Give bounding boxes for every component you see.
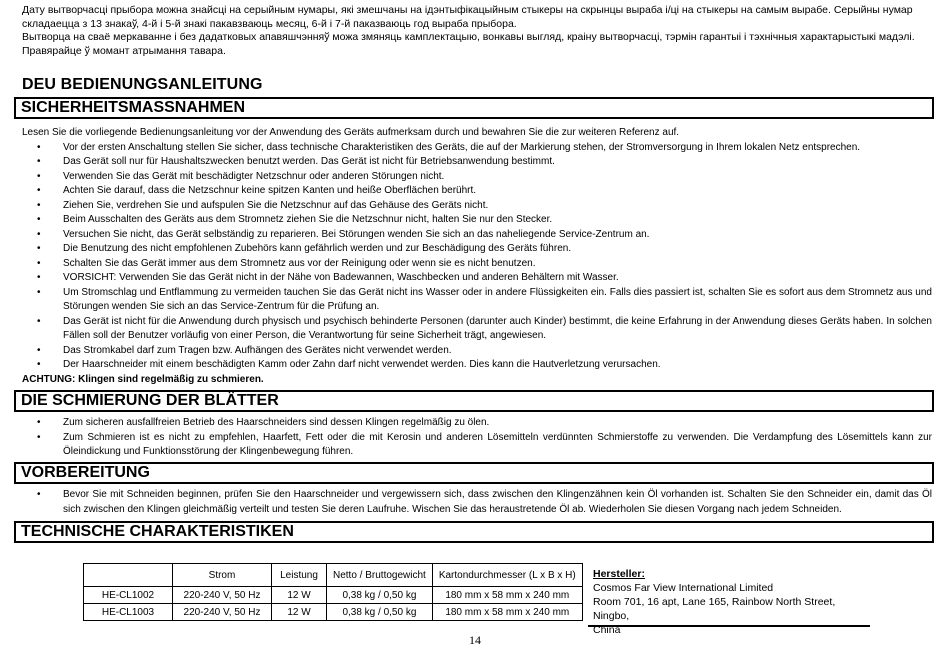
list-item: • Verwenden Sie das Gerät mit beschädigter Netzschnur oder anderen Störungen nicht.	[22, 170, 932, 185]
lubrication-list	[22, 416, 932, 460]
manufacturer-name: Cosmos Far View International Limited	[593, 582, 774, 594]
safety-lead: Lesen Sie die vorliegende Bedienungsanleitung vor der Anwendung des Geräts aufmerksam durch und bewahren Sie die zur weiteren Referenz auf.	[22, 127, 680, 138]
list-item: • Versuchen Sie nicht, das Gerät selbständig zu reparieren. Bei Störungen wenden Sie sich an das naheliegende Service-Zentrum an.	[22, 228, 932, 243]
list-item: • Das Gerät soll nur für Haushaltszwecken benutzt werden. Das Gerät ist nicht für Betriebsanwendung bestimmt.	[22, 155, 932, 170]
list-item: • Vor der ersten Anschaltung stellen Sie sicher, dass technische Charakteristiken des Geräts, die auf der Markierung stehen, der Stromversorgung in Ihrem lokalen Netz entsprechen.	[22, 141, 932, 156]
list-item: • Beim Ausschalten des Geräts aus dem Stromnetz ziehen Sie die Netzschnur nicht, halten Sie nur den Stecker.	[22, 213, 932, 228]
safety-list	[22, 141, 932, 373]
safety-section	[22, 126, 932, 387]
preparation-list	[22, 488, 932, 517]
table-cell: 0,38 kg / 0,50 kg	[327, 587, 433, 604]
list-item: • Um Stromschlag und Entflammung zu vermeiden tauchen Sie das Gerät nicht ins Wasser oder in andere Flüssigkeiten ein. Falls dies passiert ist, schalten Sie es sofort aus dem Stromnetz aus und Störungen wenden Sie sich an das Service-Zentrum für die Prüfung an.	[22, 286, 932, 315]
list-item: • Schalten Sie das Gerät immer aus dem Stromnetz aus vor der Reinigung oder wenn sie es nicht benutzen.	[22, 257, 932, 272]
table-header-cell: Netto / Bruttogewicht	[327, 564, 433, 587]
intro-paragraph-2: Вытворца на сваё меркаванне і без дадатковых апавяшчэнняў можа змяняць камплектацыю, вонкавы выгляд, краіну вытворчасці, тэрмін гарантыі і тэхнічныя характарыстыкі мадэлі. Правярайце ў момант атрымання тавара.	[22, 31, 915, 57]
table-header-cell	[84, 564, 173, 587]
table-cell: HE-CL1002	[84, 587, 173, 604]
list-item: • Das Gerät ist nicht für die Anwendung durch physisch und psychisch behinderte Personen (darunter auch Kinder) bestimmt, die keine Erfahrung in der Anwendung dieses Geräts haben. In solchen Fällen soll der Benutzer vorläufig von einer Person, die Verantwortung für seine Sicherheit trägt, angewiesen.	[22, 315, 932, 344]
manufacturer-address: Room 701, 16 apt, Lane 165, Rainbow North Street, Ningbo,	[593, 596, 836, 622]
intro-text	[22, 4, 932, 58]
table-cell: 12 W	[272, 587, 327, 604]
manufacturer-label: Hersteller:	[593, 568, 645, 580]
lubrication-section	[22, 416, 932, 460]
table-cell: 220-240 V, 50 Hz	[173, 604, 272, 621]
table-cell: 12 W	[272, 604, 327, 621]
list-item: • Der Haarschneider mit einem beschädigten Kamm oder Zahn darf nicht verwendet werden. Dies kann die Hautverletzung verursachen.	[22, 358, 932, 373]
intro-paragraph-1: Дату вытворчасці прыбора можна знайсці на серыйным нумары, які змешчаны на ідэнтыфікацыйным стыкеры на скрынцы выраба і/ці на стыкеры на самым вырабе. Серыйны нумар складаецца з 13 знакаў, 4-й і 5-й знакі пакавзваюць месяц, 6-й і 7-й паказваюць год выраба прыбора.	[22, 4, 913, 30]
preparation-section	[22, 488, 932, 517]
table-cell: 180 mm x 58 mm x 240 mm	[432, 604, 582, 621]
table-header-row	[84, 564, 583, 587]
page-title: DEU BEDIENUNGSANLEITUNG	[22, 76, 263, 93]
list-item: • Die Benutzung des nicht empfohlenen Zubehörs kann gefährlich werden und zur Beschädigung des Geräts führen.	[22, 242, 932, 257]
table-cell: 180 mm x 58 mm x 240 mm	[432, 587, 582, 604]
list-item: • Das Stromkabel darf zum Tragen bzw. Aufhängen des Gerätes nicht verwendet werden.	[22, 344, 932, 359]
page-number: 14	[469, 633, 481, 647]
lubrication-warning: ACHTUNG: Klingen sind regelmäßig zu schmieren.	[22, 373, 264, 385]
section-heading-specs: TECHNISCHE CHARAKTERISTIKEN	[14, 521, 934, 543]
list-item: • Bevor Sie mit Schneiden beginnen, prüfen Sie den Haarschneider und vergewissern sich, dass zwischen den Klingenzähnen kein Öl vorhanden ist. Schalten Sie den Schneider ein, damit das Öl sich zwischen den Klingen gleichmäßig verteilt und testen Sie deren Laufruhe. Wischen Sie das heraustretende Öl ab. Wiederholen Sie diesen Vorgang nach jedem Schneiden.	[22, 488, 932, 517]
table-cell: 220-240 V, 50 Hz	[173, 587, 272, 604]
table-cell: 0,38 kg / 0,50 kg	[327, 604, 433, 621]
list-item: • VORSICHT: Verwenden Sie das Gerät nicht in der Nähe von Badewannen, Waschbecken und anderen Behältern mit Wasser.	[22, 271, 932, 286]
table-header-cell: Leistung	[272, 564, 327, 587]
list-item: • Zum Schmieren ist es nicht zu empfehlen, Haarfett, Fett oder die mit Kerosin und anderen Lösemitteln verdünnten Schmierstoffe zu verwenden. Die Verdampfung des Lösemittels kann zur Öleindickung und Funktionsstörung der Klingenbewegung führen.	[22, 431, 932, 460]
table-cell: HE-CL1003	[84, 604, 173, 621]
table-row	[84, 587, 583, 604]
table-header-cell: Strom	[173, 564, 272, 587]
list-item: • Zum sicheren ausfallfreien Betrieb des Haarschneiders sind dessen Klingen regelmäßig zu ölen.	[22, 416, 932, 431]
section-heading-lubrication: DIE SCHMIERUNG DER BLÄTTER	[14, 390, 934, 412]
specs-table	[83, 563, 583, 621]
section-heading-safety: SICHERHEITSMASSNAHMEN	[14, 97, 934, 119]
manufacturer-divider	[588, 625, 870, 627]
list-item: • Ziehen Sie, verdrehen Sie und aufspulen Sie die Netzschnur auf das Gehäuse des Geräts nicht.	[22, 199, 932, 214]
manufacturer-country: China	[593, 624, 621, 636]
table-row	[84, 604, 583, 621]
list-item: • Achten Sie darauf, dass die Netzschnur keine spitzen Kanten und heiße Oberflächen berührt.	[22, 184, 932, 199]
table-header-cell: Kartondurchmesser (L x B x H)	[432, 564, 582, 587]
section-heading-preparation: VORBEREITUNG	[14, 462, 934, 484]
